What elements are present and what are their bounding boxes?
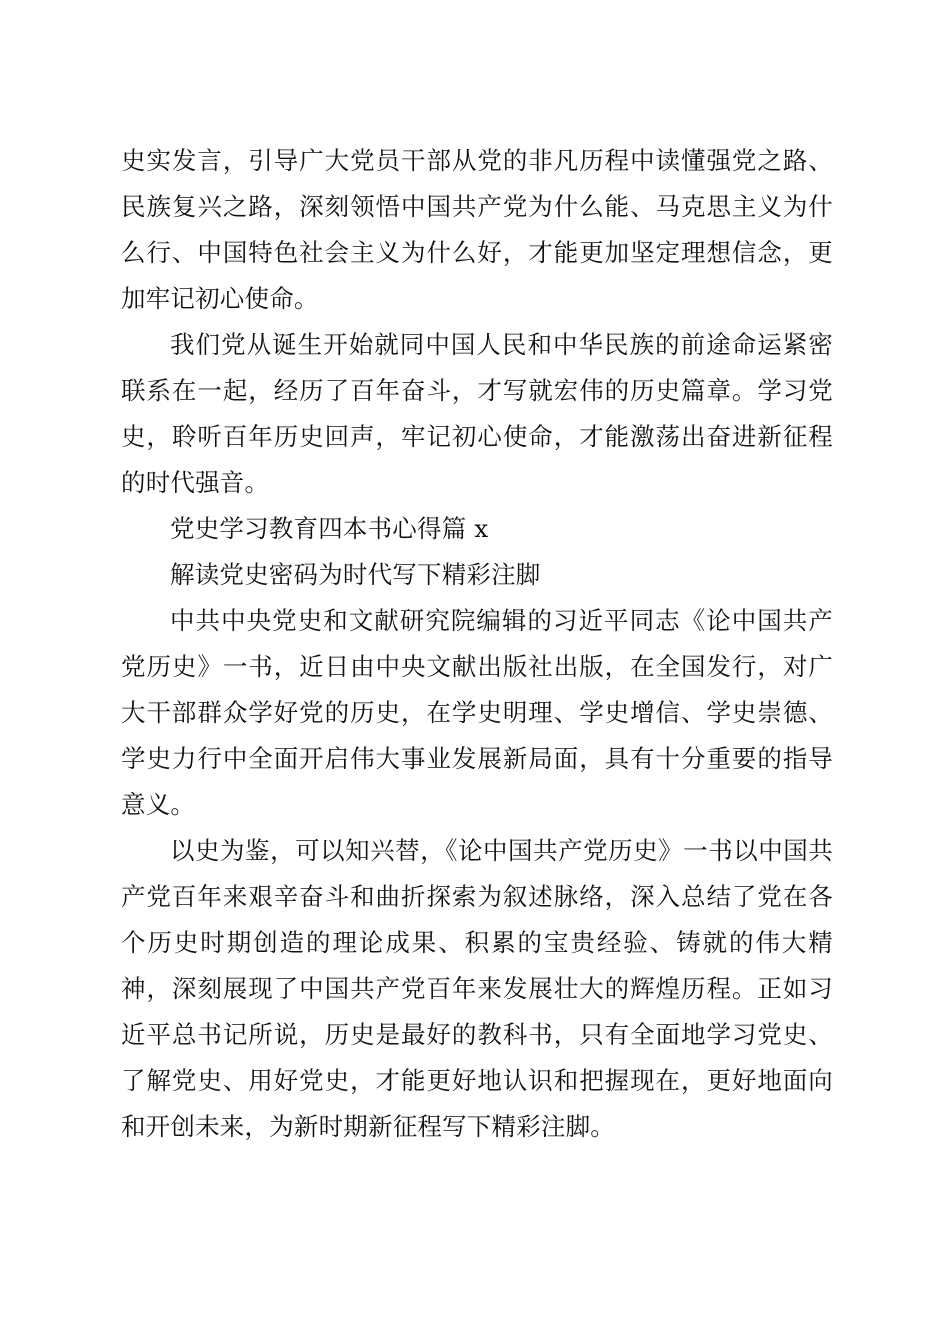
document-body (121, 138, 833, 1150)
paragraph-party-history-voice: 我们党从诞生开始就同中国人民和中华民族的前途命运紧密联系在一起，经历了百年奋斗，才写就宏伟的历史篇章。学习党史，聆听百年历史回声，牢记初心使命，才能激荡出奋进新征程的时代强音。 (121, 330, 833, 497)
paragraph-history-as-mirror: 以史为鉴，可以知兴替，《论中国共产党历史》一书以中国共产党百年来艰辛奋斗和曲折探索为叙述脉络，深入总结了党在各个历史时期创造的理论成果、积累的宝贵经验、铸就的伟大精神，深刻展现了中国共产党百年来发展壮大的辉煌历程。正如习近平总书记所说，历史是最好的教科书，只有全面地学习党史、了解党史、用好党史，才能更好地认识和把握现在，更好地面向和开创未来，为新时期新征程写下精彩注脚。 (121, 836, 833, 1141)
paragraph-continuation: 史实发言，引导广大党员干部从党的非凡历程中读懂强党之路、民族复兴之路，深刻领悟中国共产党为什么能、马克思主义为什么行、中国特色社会主义为什么好，才能更加坚定理想信念，更加牢记初心使命。 (121, 146, 833, 313)
section-heading-subtitle: 解读党史密码为时代写下精彩注脚 (170, 560, 541, 589)
section-heading-title: 党史学习教育四本书心得篇 x (170, 514, 489, 543)
paragraph-book-introduction: 中共中央党史和文献研究院编辑的习近平同志《论中国共产党历史》一书，近日由中央文献出版社出版，在全国发行，对广大干部群众学好党的历史，在学史明理、学史增信、学史崇德、学史力行中全面开启伟大事业发展新局面，具有十分重要的指导意义。 (121, 606, 833, 819)
